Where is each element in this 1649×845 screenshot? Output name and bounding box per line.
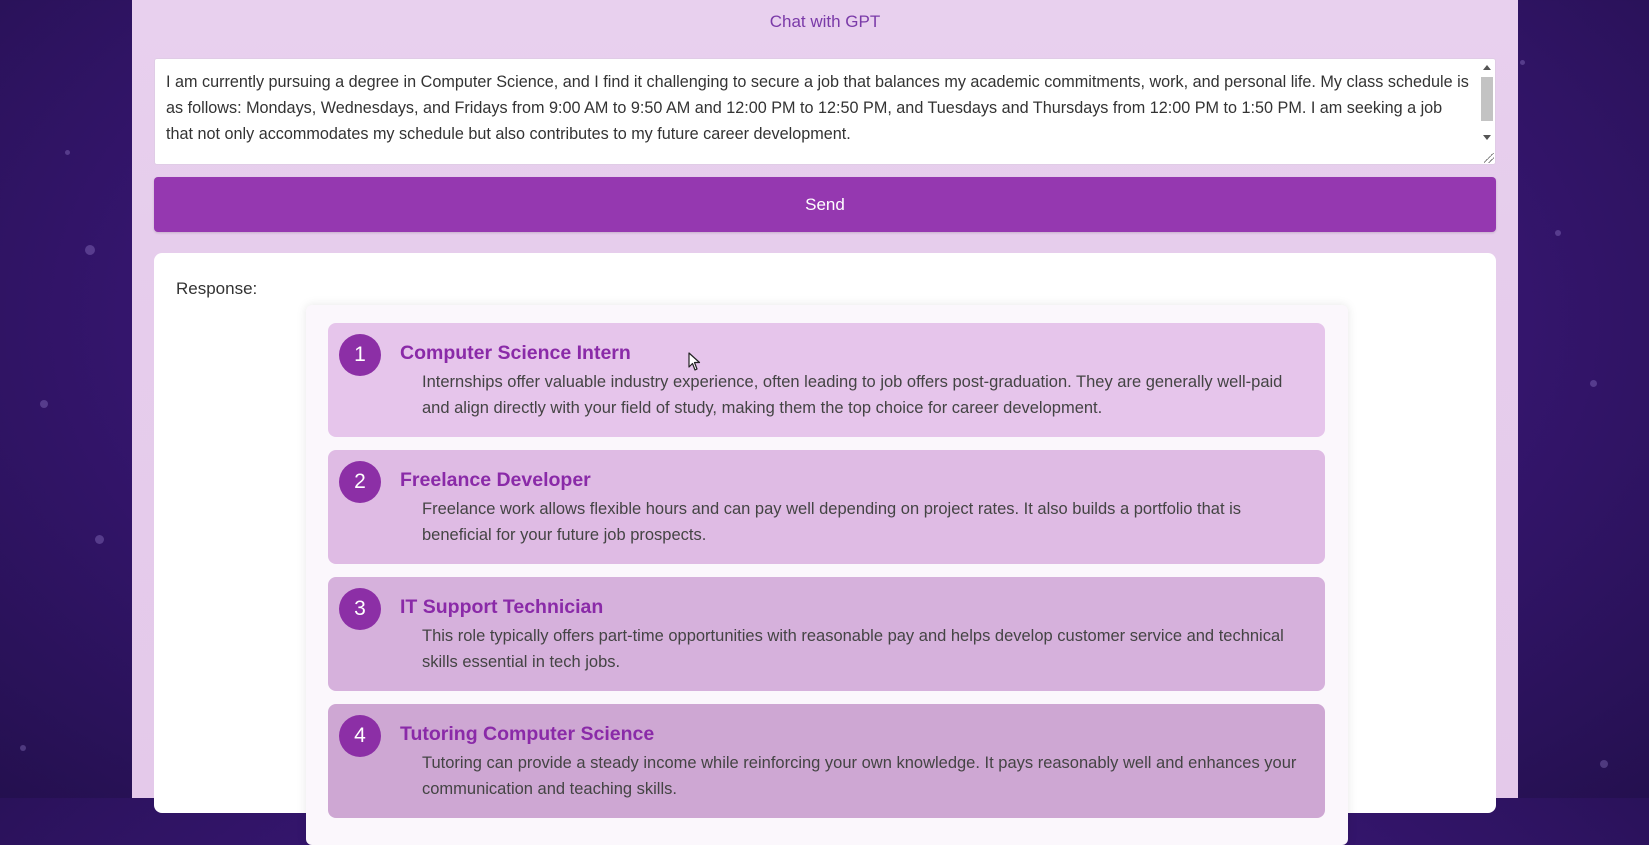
list-item bbox=[328, 450, 1325, 564]
response-label: Response: bbox=[176, 279, 258, 298]
mouse-pointer-icon bbox=[688, 352, 702, 372]
scroll-down-icon[interactable] bbox=[1483, 135, 1491, 140]
list-item bbox=[328, 577, 1325, 691]
item-description: Freelance work allows flexible hours and can pay well depending on project rates. It also builds a portfolio that is beneficial for your future job prospects. bbox=[422, 500, 1242, 544]
item-description: This role typically offers part-time opportunities with reasonable pay and helps develop customer service and technical skills essential in tech jobs. bbox=[422, 627, 1284, 671]
response-card bbox=[306, 305, 1348, 845]
particle bbox=[65, 150, 70, 155]
list-item bbox=[328, 704, 1325, 818]
message-textarea[interactable] bbox=[154, 58, 1496, 165]
particle bbox=[20, 745, 26, 751]
particle bbox=[95, 535, 104, 544]
particle bbox=[40, 400, 48, 408]
item-number-badge: 4 bbox=[339, 715, 381, 757]
item-number-badge: 1 bbox=[339, 334, 381, 376]
resize-grip-icon[interactable] bbox=[1484, 153, 1494, 163]
particle bbox=[1555, 230, 1561, 236]
particle bbox=[1520, 60, 1525, 65]
item-title: Computer Science Intern bbox=[400, 342, 631, 364]
item-title: IT Support Technician bbox=[400, 596, 604, 618]
scroll-up-icon[interactable] bbox=[1483, 65, 1491, 70]
scroll-thumb[interactable] bbox=[1481, 77, 1493, 121]
particle bbox=[1600, 760, 1608, 768]
item-title: Tutoring Computer Science bbox=[400, 723, 655, 745]
send-button[interactable]: Send bbox=[154, 177, 1496, 232]
item-title: Freelance Developer bbox=[400, 469, 591, 491]
item-number-badge: 2 bbox=[339, 461, 381, 503]
particle bbox=[1590, 380, 1597, 387]
chat-panel bbox=[132, 0, 1518, 798]
page-title: Chat with GPT bbox=[769, 12, 881, 31]
response-box bbox=[154, 253, 1496, 813]
item-number-badge: 3 bbox=[339, 588, 381, 630]
message-text[interactable]: I am currently pursuing a degree in Computer Science, and I find it challenging to secure a job that balances my academic commitments, work, and personal life. My class schedule is as follows: Mondays, Wednesdays, and Fridays from 9:00 AM to 9:50 AM and 12:00 PM to 12:50 PM, and Tuesdays and Thursdays from 12:00 PM to 1:50 PM. I am seeking a job that not only accommodates my schedule but also contributes to my future career development. bbox=[166, 73, 1469, 144]
particle bbox=[85, 245, 95, 255]
textarea-scrollbar[interactable] bbox=[1478, 59, 1495, 164]
list-item bbox=[328, 323, 1325, 437]
item-description: Internships offer valuable industry experience, often leading to job offers post-graduation. They are generally well-paid and align directly with your field of study, making them the top choice for career development. bbox=[422, 373, 1283, 417]
item-description: Tutoring can provide a steady income while reinforcing your own knowledge. It pays reasonably well and enhances your communication and teaching skills. bbox=[422, 754, 1297, 798]
